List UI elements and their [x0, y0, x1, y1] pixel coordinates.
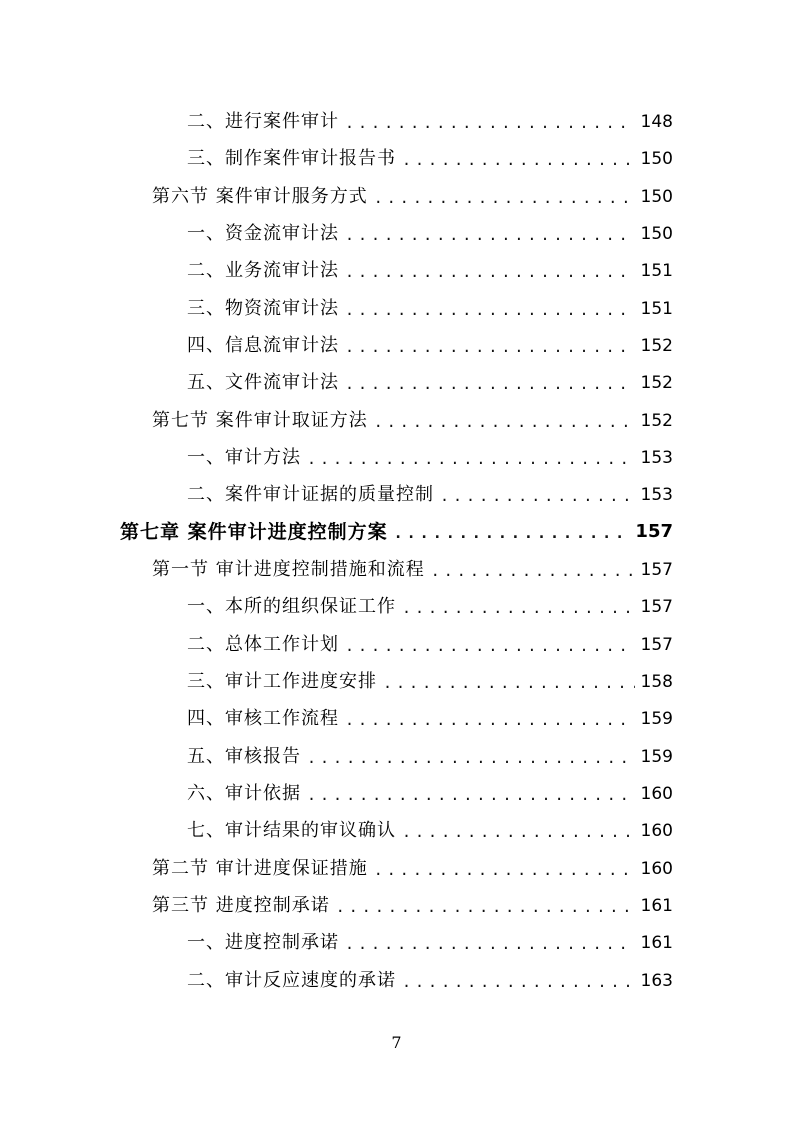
toc-entry-page: 153	[640, 448, 673, 468]
dot-leader	[345, 225, 635, 245]
toc-entry-label: 五、审核报告	[187, 746, 301, 767]
toc-entry-page: 158	[640, 672, 673, 692]
toc-entry-label: 七、审计结果的审议确认	[187, 820, 396, 841]
toc-entry[interactable]	[187, 814, 673, 842]
dot-leader	[345, 934, 635, 954]
toc-entry-label: 二、进行案件审计	[187, 111, 339, 132]
toc-entry-page: 159	[640, 709, 673, 729]
toc-entry[interactable]	[187, 628, 673, 656]
dot-leader	[336, 897, 635, 917]
toc-entry[interactable]	[187, 926, 673, 954]
toc-entry-label: 二、业务流审计法	[187, 260, 339, 281]
toc-entry[interactable]	[187, 142, 673, 170]
dot-leader	[345, 636, 635, 656]
dot-leader	[394, 523, 630, 543]
dot-leader	[440, 486, 635, 506]
toc-entry-label: 第七节 案件审计取证方法	[152, 410, 368, 431]
toc-entry-label: 二、审计反应速度的承诺	[187, 970, 396, 991]
toc-entry-label: 第三节 进度控制承诺	[152, 895, 330, 916]
toc-entry-label: 第二节 审计进度保证措施	[152, 858, 368, 879]
toc-entry-page: 159	[640, 747, 673, 767]
toc-entry-label: 一、审计方法	[187, 447, 301, 468]
toc-entry[interactable]	[187, 217, 673, 245]
toc-entry[interactable]	[187, 590, 673, 618]
dot-leader	[307, 785, 635, 805]
page-number: 7	[391, 1033, 402, 1052]
toc-entry-label: 一、本所的组织保证工作	[187, 596, 396, 617]
toc-entry-label: 五、文件流审计法	[187, 372, 339, 393]
toc-entry-label: 一、进度控制承诺	[187, 932, 339, 953]
toc-entry-page: 153	[640, 485, 673, 505]
toc-entry[interactable]	[187, 665, 673, 693]
toc-entry[interactable]	[187, 964, 673, 992]
toc-entry-label: 第六节 案件审计服务方式	[152, 186, 368, 207]
dot-leader	[402, 150, 635, 170]
toc-entry-chapter[interactable]	[120, 515, 673, 543]
toc-entry-page: 157	[635, 521, 673, 542]
toc-entry-label: 第七章 案件审计进度控制方案	[120, 521, 388, 543]
toc-entry[interactable]	[187, 740, 673, 768]
toc-entry[interactable]	[187, 441, 673, 469]
dot-leader	[431, 561, 635, 581]
toc-entry-page: 151	[640, 299, 673, 319]
toc-entry[interactable]	[152, 852, 673, 880]
toc-entry-page: 152	[640, 411, 673, 431]
toc-entry-label: 第一节 审计进度控制措施和流程	[152, 559, 425, 580]
toc-entry[interactable]	[187, 329, 673, 357]
dot-leader	[345, 710, 635, 730]
toc-entry-label: 二、案件审计证据的质量控制	[187, 484, 434, 505]
toc-entry-page: 161	[640, 933, 673, 953]
toc-entry-label: 四、信息流审计法	[187, 335, 339, 356]
toc-entry-page: 152	[640, 373, 673, 393]
toc-entry-page: 160	[640, 821, 673, 841]
toc-entry[interactable]	[187, 292, 673, 320]
toc-entry-page: 151	[640, 261, 673, 281]
toc-entry[interactable]	[152, 180, 673, 208]
toc-entry[interactable]	[187, 366, 673, 394]
toc-entry-page: 160	[640, 784, 673, 804]
toc-entry-label: 三、物资流审计法	[187, 298, 339, 319]
toc-entry-label: 四、审核工作流程	[187, 708, 339, 729]
toc-entry-page: 160	[640, 859, 673, 879]
toc-entry[interactable]	[152, 553, 673, 581]
toc-entry-label: 六、审计依据	[187, 783, 301, 804]
toc-entry[interactable]	[152, 404, 673, 432]
dot-leader	[307, 449, 635, 469]
toc-entry[interactable]	[187, 702, 673, 730]
dot-leader	[374, 860, 635, 880]
dot-leader	[307, 748, 635, 768]
toc-entry-page: 157	[640, 560, 673, 580]
toc-entry[interactable]	[187, 478, 673, 506]
dot-leader	[345, 374, 635, 394]
toc-entry-label: 三、制作案件审计报告书	[187, 148, 396, 169]
toc-entry[interactable]	[187, 105, 673, 133]
dot-leader	[345, 300, 635, 320]
toc-entry-page: 150	[640, 149, 673, 169]
toc-entry-page: 163	[640, 971, 673, 991]
toc-entry-label: 二、总体工作计划	[187, 634, 339, 655]
dot-leader	[402, 972, 635, 992]
toc-entry[interactable]	[187, 777, 673, 805]
dot-leader	[374, 412, 635, 432]
dot-leader	[374, 188, 635, 208]
toc-entry-page: 148	[640, 112, 673, 132]
toc-entry-page: 157	[640, 635, 673, 655]
toc-entry-label: 三、审计工作进度安排	[187, 671, 377, 692]
toc-entry-page: 157	[640, 597, 673, 617]
dot-leader	[345, 113, 635, 133]
dot-leader	[345, 337, 635, 357]
toc-entry-page: 152	[640, 336, 673, 356]
toc-entry-page: 150	[640, 224, 673, 244]
toc-entry-page: 161	[640, 896, 673, 916]
dot-leader	[402, 598, 635, 618]
toc-entry-page: 150	[640, 187, 673, 207]
dot-leader	[345, 262, 635, 282]
dot-leader	[383, 673, 635, 693]
toc-entry[interactable]	[152, 889, 673, 917]
toc-entry-label: 一、资金流审计法	[187, 223, 339, 244]
dot-leader	[402, 822, 635, 842]
toc-entry[interactable]	[187, 254, 673, 282]
